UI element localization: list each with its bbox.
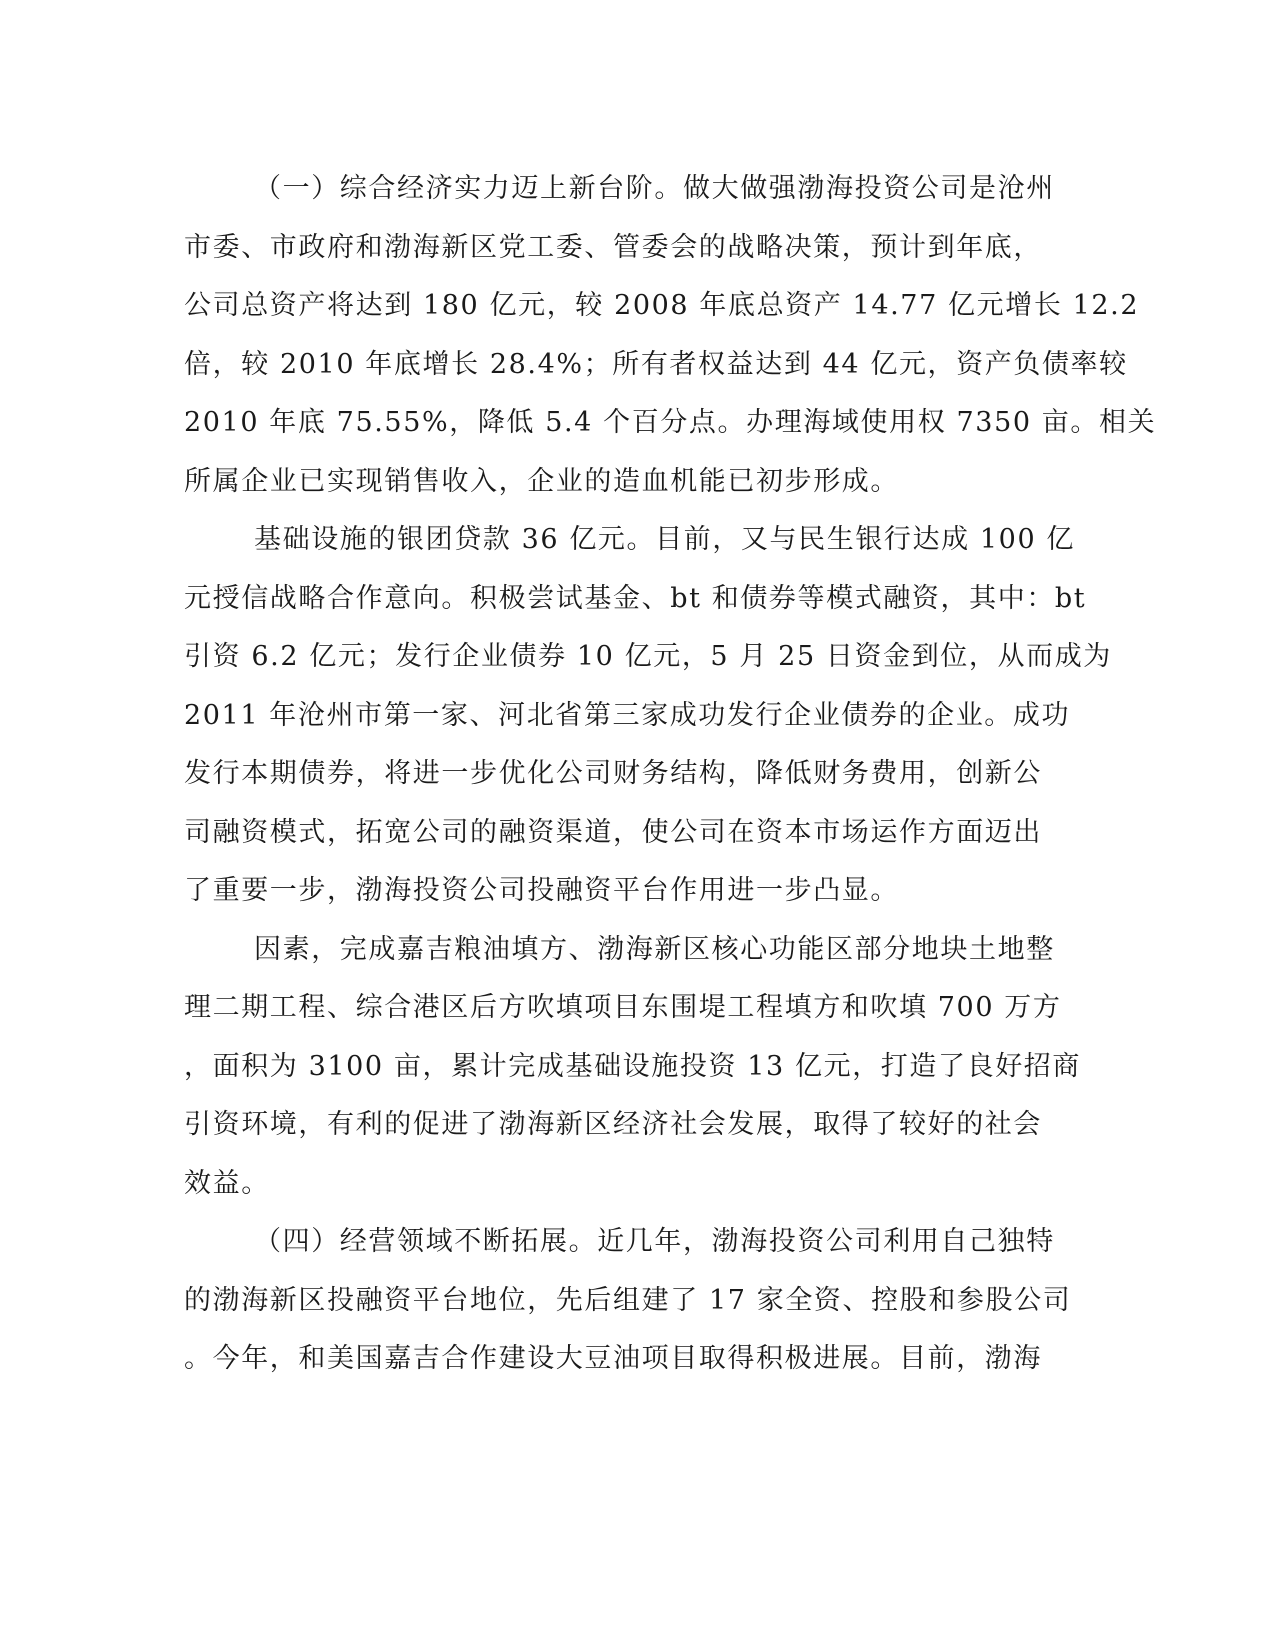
text-line: 的渤海新区投融资平台地位，先后组建了 17 家全资、控股和参股公司	[184, 1284, 1072, 1316]
text-line: ，面积为 3100 亩，累计完成基础设施投资 13 亿元，打造了良好招商	[184, 1050, 1081, 1082]
paragraph-infrastructure	[184, 921, 1081, 1214]
text-line: 引资 6.2 亿元；发行企业债券 10 亿元，5 月 25 日资金到位，从而成为	[184, 641, 1112, 672]
text-line: （四）经营领域不断拓展。近几年，渤海投资公司利用自己独特	[254, 1226, 1055, 1257]
text-line: 公司总资产将达到 180 亿元，较 2008 年底总资产 14.77 亿元增长 12.2	[184, 290, 1140, 321]
text-line: 元授信战略合作意向。积极尝试基金、bt 和债券等模式融资，其中：bt	[184, 582, 1087, 614]
text-line: 。今年，和美国嘉吉合作建设大豆油项目取得积极进展。目前，渤海	[184, 1343, 1042, 1374]
text-line: 基础设施的银团贷款 36 亿元。目前，又与民生银行达成 100 亿	[254, 524, 1076, 555]
text-line: （一）综合经济实力迈上新台阶。做大做强渤海投资公司是沧州	[254, 173, 1055, 204]
paragraph-business-expansion	[184, 1213, 1072, 1389]
text-line: 市委、市政府和渤海新区党工委、管委会的战略决策，预计到年底，	[184, 231, 1042, 263]
text-line: 因素，完成嘉吉粮油填方、渤海新区核心功能区部分地块土地整	[254, 933, 1055, 965]
text-line: 2010 年底 75.55%，降低 5.4 个百分点。办理海域使用权 7350 亩。相关	[184, 407, 1157, 438]
text-line: 理二期工程、综合港区后方吹填项目东围堤工程填方和吹填 700 万方	[184, 992, 1062, 1023]
text-line: 倍，较 2010 年底增长 28.4%；所有者权益达到 44 亿元，资产负债率较	[184, 348, 1128, 380]
text-line: 2011 年沧州市第一家、河北省第三家成功发行企业债券的企业。成功	[184, 699, 1071, 731]
text-line: 司融资模式，拓宽公司的融资渠道，使公司在资本市场运作方面迈出	[184, 816, 1042, 848]
text-line: 效益。	[184, 1167, 270, 1199]
paragraph-financing	[184, 511, 1112, 921]
text-line: 了重要一步，渤海投资公司投融资平台作用进一步凸显。	[184, 875, 899, 906]
text-line: 所属企业已实现销售收入，企业的造血机能已初步形成。	[184, 465, 899, 497]
text-line: 引资环境，有利的促进了渤海新区经济社会发展，取得了较好的社会	[184, 1109, 1042, 1140]
document-body	[184, 160, 1157, 1389]
text-line: 发行本期债券，将进一步优化公司财务结构，降低财务费用，创新公	[184, 758, 1042, 789]
paragraph-economic-strength	[184, 160, 1157, 511]
